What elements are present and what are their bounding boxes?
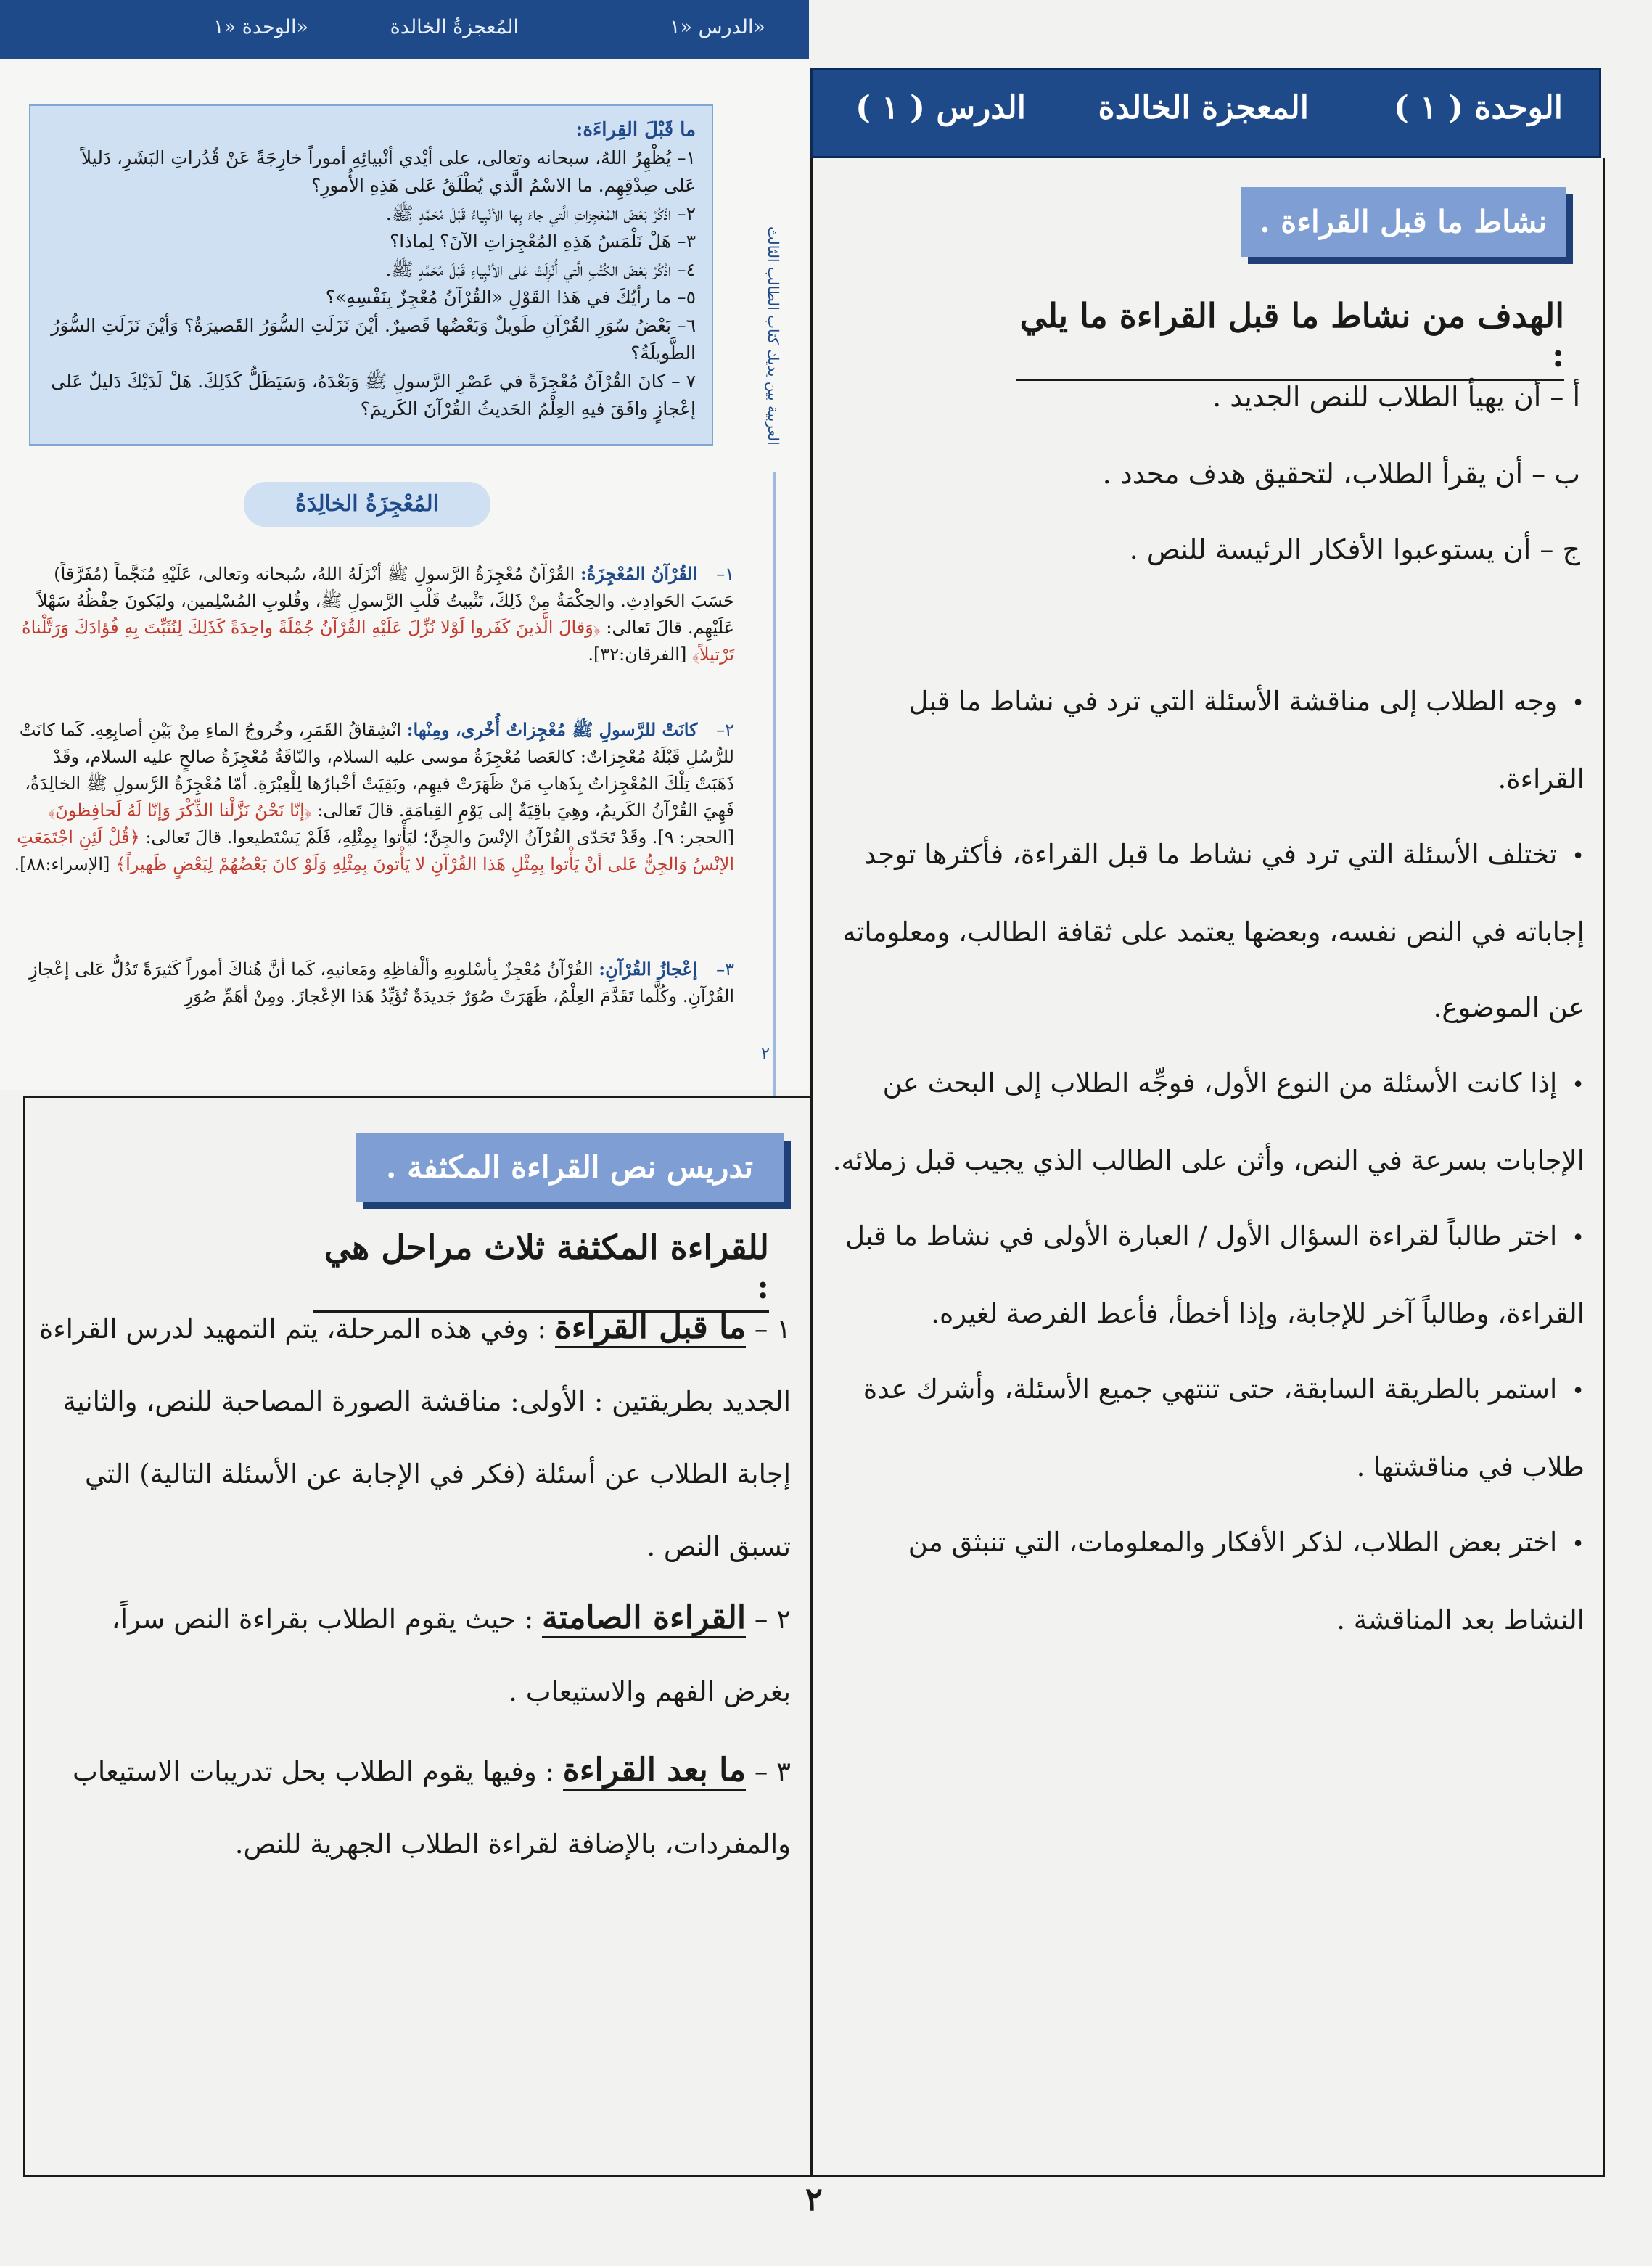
inset-paragraph-lead: القُرْآنُ المُعْجِزَةُ: [580,563,698,584]
inset-paragraph-text: انْشِقاقُ القَمَرِ، وخُروجُ الماءِ مِنْ بَيْنِ أصابِعِهِ. كَما كانَتْ للرُّسُلِ قَبْلَهُ مُعْجِزاتٌ: كالعَصا مُعْجِزَةُ موسى عليه السلام، والنّاقَةُ مُعْجِزَةُ صالحٍ عليه السلام، وقَدْ ذَهَبَتْ تِلْكَ المُعْجِزاتُ بِذَهابِ مَنْ ظَهَرَتْ فيهِم، وبَقِيَتْ أخْبارُها لِلْعِبْرَةِ. أمّا مُعْجِزَةُ الرَّسولِ ﷺ الخالِدَةُ، فَهِيَ القُرْآنُ الكَريمُ، وهِيَ باقِيَةٌ إلى يَوْمِ القِيامَةِ. قالَ تَعالى: [19,720,734,821]
inset-prereading-title: ما قَبْلَ القِراءَة: [575,119,696,141]
stage-text: : حيث يقوم الطلاب بقراءة النص سراً، بغرض الفهم والاستيعاب . [111,1604,791,1707]
stage-heading: القراءة الصامتة [542,1599,746,1638]
inset-side-rule [773,472,776,1096]
reading-stage [36,1292,791,1583]
instruction-bullet: •تختلف الأسئلة التي ترد في نشاط ما قبل القراءة، فأكثرها توجد إجاباته في النص نفسه، وبعضها يعتمد على ثقافة الطالب، ومعلوماته عن الموضوع. [842,839,1585,1023]
page-number: ٢ [805,2181,823,2218]
inset-side-book-title: العربية بين يديك كتاب الطالب الثالث [765,226,782,446]
inset-paragraph-number: ١– [716,564,734,584]
reading-stage [36,1582,791,1728]
inset-question: ١– يُظْهِرُ اللهُ، سبحانه وتعالى، على أيْدي أنْبيائِهِ أموراً خارِجَةً عَنْ قُدُراتِ البَشَرِ، دَليلاً عَلى صِدْقِهِم. ما الاسْمُ الَّذي يُطْلَقُ عَلى هَذِهِ الأُمورِ؟ [81,147,696,196]
header-unit: الوحدة ( ١ ) [1394,89,1563,126]
inset-question: ٥– ما رأيُكَ في هَذا القَوْلِ «القُرْآنُ مُعْجِزٌ بِنَفْسِهِ»؟ [325,287,696,308]
intensive-reading-tag: تدريس نص القراءة المكثفة . [356,1133,784,1202]
inset-header-lesson: الدرس «١» [669,16,765,38]
goal-item: أ – أن يهيأ الطلاب للنص الجديد . [1212,381,1580,413]
inset-question: ٧ – كانَ القُرْآنُ مُعْجِزَةً في عَصْرِ الرَّسولِ ﷺ وَبَعْدَهُ، وَسَيَظَلُّ كَذَلِكَ. هَلْ لَدَيْكَ دَليلٌ عَلى إعْجازٍ وافَقَ فيهِ العِلْمُ الحَديثُ القُرْآنَ الكَريمَ؟ [51,370,696,419]
inset-paragraph-text: القُرْآنُ مُعْجِزٌ بِأسْلوبِهِ وألْفاظِهِ ومَعانيهِ، كَما أنَّ هُناكَ أموراً كَثيرَةً تَدُلُّ عَلى إعْجازِ القُرْآنِ. وكُلَّما تَقَدَّمَ العِلْمُ، ظَهَرَتْ صُوَرٌ جَديدَةٌ تُؤَيِّدُ هَذا الإعْجازَ. ومِنْ أهَمِّ صُوَرِ [29,959,734,1006]
stage-number: ٣ – [754,1756,791,1787]
bullet-dot-icon: • [1571,1072,1585,1098]
unit-lesson-header [810,68,1601,158]
instruction-bullet: •اختر بعض الطلاب، لذكر الأفكار والمعلومات، التي تنبثق من النشاط بعد المناقشة . [908,1527,1585,1635]
inset-question: ٤– اذْكُرْ بَعْضَ الكُتُبِ الَّتي أُنْزِلَتْ عَلى الأنْبِياءِ قَبْلَ مُحَمَّدٍ ﷺ. [385,258,696,280]
inset-quote-ref: [الحجر: ٩]. وقَدْ تَحَدّى القُرْآنُ الإنْسَ والجِنَّ؛ ليَأْتوا بِمِثْلِهِ، فَلَمْ يَسْتَطيعوا. قالَ تَعالى: [145,827,734,847]
stage-heading: ما قبل القراءة [555,1309,746,1348]
goal-title: الهدف من نشاط ما قبل القراءة ما يلي : [1016,296,1564,381]
inset-header-strip [0,0,809,59]
inset-page-number: ٢ [761,1045,770,1063]
bullet-dot-icon: • [1571,1226,1585,1251]
prereading-activity-tag: نشاط ما قبل القراءة . [1241,187,1566,257]
inset-paragraph-number: ٢– [716,720,734,740]
inset-header-title: المُعجزةُ الخالدة [390,16,519,38]
bullet-dot-icon: • [1571,691,1585,716]
stage-heading: ما بعد القراءة [563,1752,746,1791]
inset-question: ٣– هَلْ نَلْمَسُ هَذِهِ المُعْجِزاتِ الآنَ؟ لِماذا؟ [389,231,696,252]
stage-number: ٢ – [754,1604,791,1635]
inset-header-unit: الوحدة «١» [213,16,308,38]
reading-stage [36,1734,791,1881]
inset-question: ٦– بَعْضُ سُوَرِ القُرْآنِ طَويلٌ وَبَعْضُها قَصيرٌ. أيْنَ نَزَلَتِ السُّوَرُ القَصيرَةُ؟ وَأيْنَ نَزَلَتِ السُّوَرُ الطَّويلَةُ؟ [51,314,696,364]
goal-item: ب – أن يقرأ الطلاب، لتحقيق هدف محدد . [1102,458,1580,490]
instruction-bullets [821,664,1585,1658]
stages-title: للقراءة المكثفة ثلاث مراحل هي : [313,1228,769,1313]
instruction-bullet: •إذا كانت الأسئلة من النوع الأول، فوجِّه الطلاب إلى البحث عن الإجابات بسرعة في النص، وأثن على الطالب الذي يجيب قبل زملائه. [832,1067,1585,1176]
instruction-bullet: •وجه الطلاب إلى مناقشة الأسئلة التي ترد في نشاط ما قبل القراءة. [908,686,1585,795]
goal-item: ج – أن يستوعبوا الأفكار الرئيسة للنص . [1129,533,1580,565]
bullet-dot-icon: • [1571,1532,1585,1557]
stage-text: : وفيها يقوم الطلاب بحل تدريبات الاستيعاب والمفردات، بالإضافة لقراءة الطلاب الجهرية للنص. [73,1756,791,1860]
inset-quran-quote: ﴿قُلْ لَئِنِ اجْتَمَعَتِ الإنْسُ وَالجِنُّ عَلى أنْ يَأْتوا بِمِثْلِ هَذا القُرْآنِ لا يَأْتونَ بِمِثْلِهِ وَلَوْ كانَ بَعْضُهُمْ لِبَعْضٍ ظَهيراً﴾ [17,827,734,874]
inset-quran-quote: ﴿وَقالَ الَّذينَ كَفَروا لَوْلا نُزِّلَ عَلَيْهِ القُرْآنُ جُمْلَةً واحِدَةً كَذَلِكَ لِنُثَبِّتَ بِهِ فُؤادَكَ وَرَتَّلْناهُ تَرْتيلاً﴾ [22,617,734,665]
inset-paragraph [9,716,734,934]
inset-question: ٢– اذْكُرْ بَعْضَ المُعْجِزاتِ الَّتي جاءَ بِها الأنْبِياءُ قَبْلَ مُحَمَّدٍ ﷺ. [385,202,696,224]
bullet-dot-icon: • [1571,844,1585,869]
header-title: المعجزة الخالدة [1098,89,1309,126]
inset-paragraph-lead: كانَتْ للرَّسولِ ﷺ مُعْجِزاتٌ أُخْرى، ومِنْها: [406,719,698,740]
inset-paragraph [9,956,734,1021]
instruction-bullet: •اختر طالباً لقراءة السؤال الأول / العبارة الأولى في نشاط ما قبل القراءة، وطالباً آخر للإجابة، وإذا أخطأ، فأعط الفرصة لغيره. [845,1220,1585,1329]
stage-number: ١ – [754,1313,791,1345]
stage-text: : وفي هذه المرحلة، يتم التمهيد لدرس القراءة الجديد بطريقتين : الأولى: مناقشة الصورة المصاحبة للنص، والثانية إجابة الطلاب عن أسئلة (فكر في الإجابة عن الأسئلة التالية) التي تسبق النص . [38,1313,791,1562]
instruction-bullet: •استمر بالطريقة السابقة، حتى تنتهي جميع الأسئلة، وأشرك عدة طلاب في مناقشتها . [863,1374,1585,1482]
inset-quote-ref: [الفرقان:٣٢]. [588,644,687,665]
inset-paragraph [9,560,734,698]
inset-quote-ref: [الإسراء:٨٨]. [14,854,110,874]
inset-lesson-title: المُعْجِزَةُ الخالِدَةُ [244,482,490,527]
inset-prereading-box [29,104,713,446]
inset-paragraph-text: القُرْآنُ مُعْجِزَةُ الرَّسولِ ﷺ أنْزَلَهُ اللهُ، سُبحانه وتعالى، عَلَيْهِ مُنَجَّماً (مُفَرَّقاً) حَسَبَ الحَوادِثِ. والحِكْمَةُ مِنْ ذَلِكَ، تَثْبيتُ قَلْبِ الرَّسولِ ﷺ، وقُلوبِ المُسْلِمين، وليَكونَ حِفْظُهُ سَهْلاً عَلَيْهِم. قالَ تَعالى: [37,564,734,638]
header-lesson: الدرس ( ١ ) [855,89,1026,126]
inset-paragraph-lead: إعْجازُ القُرْآنِ: [599,958,698,980]
inset-paragraph-number: ٣– [716,959,734,980]
inset-quran-quote: ﴿إنّا نَحْنُ نَزَّلْنا الذِّكْرَ وَإنّا لَهُ لَحافِظونَ﴾ [48,800,312,821]
bullet-dot-icon: • [1571,1379,1585,1404]
